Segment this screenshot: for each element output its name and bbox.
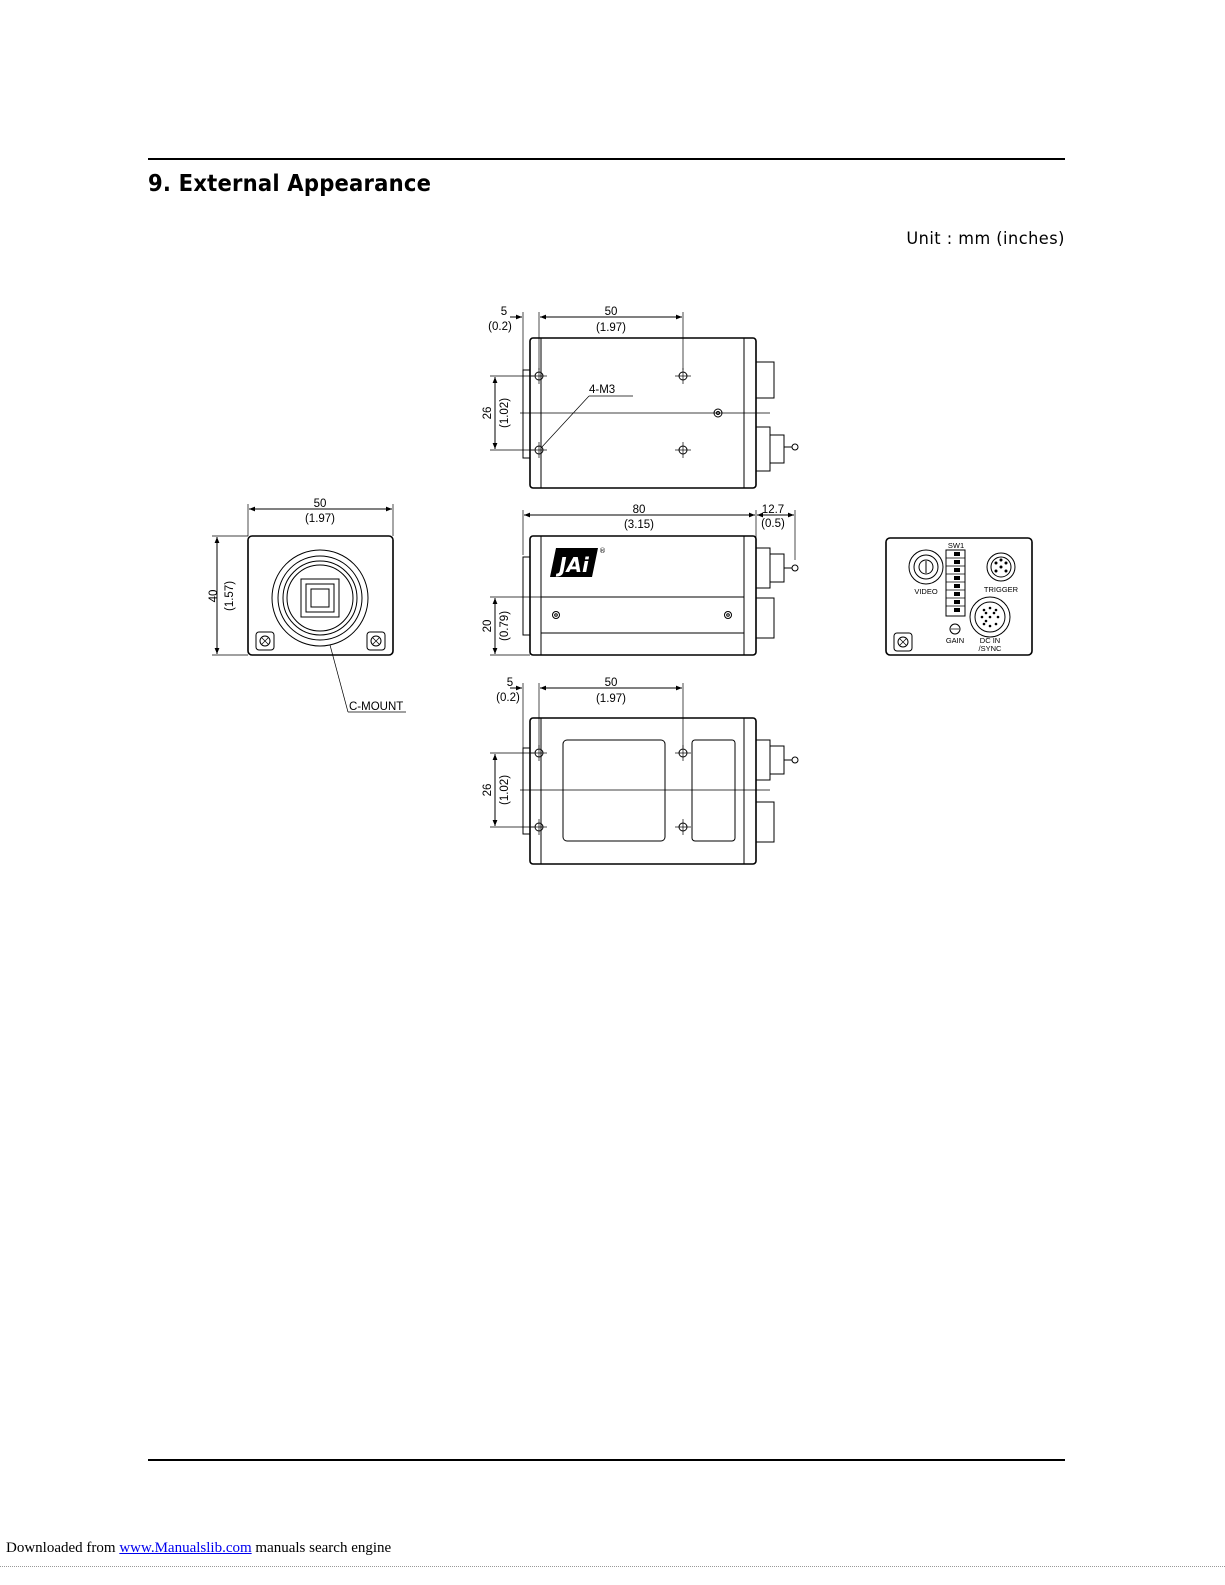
side-dim-20: 20 (482, 619, 494, 633)
top-dim-26-in: (1.02) (499, 397, 511, 429)
bottom-dim-50: 50 (604, 677, 618, 689)
front-view (208, 498, 406, 713)
front-callout-c-mount: C-MOUNT (349, 701, 404, 713)
side-view-lens-flange (523, 557, 530, 635)
side-view-connector (756, 598, 774, 638)
side-dim-80-in: (3.15) (623, 519, 655, 531)
rear-label-gain: GAIN (945, 636, 965, 645)
top-dim-26: 26 (482, 406, 494, 420)
top-view-connector (756, 362, 774, 398)
rear-view (886, 538, 1032, 655)
side-dim-12-7: 12.7 (761, 504, 785, 516)
bottom-view-connector (756, 802, 774, 842)
rear-label-sync: /SYNC (978, 644, 1002, 653)
top-dim-50-in: (1.97) (595, 322, 627, 334)
unit-note: Unit : mm (inches) (906, 229, 1065, 249)
bottom-rule (148, 1459, 1065, 1461)
jai-logo-text: JAi (559, 553, 589, 577)
trigger-connector (987, 553, 1015, 581)
footer-dotted-line (0, 1566, 1225, 1567)
top-dim-5: 5 (500, 306, 508, 318)
bottom-view (482, 677, 798, 864)
top-view (482, 306, 798, 488)
rear-label-video: VIDEO (914, 587, 938, 596)
rear-label-sw1: SW1 (947, 541, 965, 550)
side-view-bnc (756, 548, 770, 588)
front-dim-50: 50 (313, 498, 327, 510)
side-dim-20-in: (0.79) (499, 610, 511, 642)
bottom-dim-5-in: (0.2) (496, 692, 520, 704)
download-footer (6, 1540, 391, 1557)
bottom-view-bnc (756, 740, 770, 780)
jai-registered-mark: ® (599, 547, 606, 555)
rear-label-dcin: DC IN (979, 636, 1001, 645)
side-dim-12-7-in: (0.5) (761, 518, 785, 530)
bottom-dim-5: 5 (506, 677, 514, 689)
bottom-dim-26-in: (1.02) (499, 774, 511, 806)
section-title: 9. External Appearance (148, 171, 432, 197)
video-bnc-connector (909, 550, 943, 584)
bottom-dim-26: 26 (482, 783, 494, 797)
front-dim-40: 40 (208, 589, 220, 603)
footer-prefix: Downloaded from (6, 1540, 120, 1556)
front-view-body (248, 536, 393, 655)
top-dim-5-in: (0.2) (488, 321, 512, 333)
bottom-dim-50-in: (1.97) (595, 693, 627, 705)
top-view-lens-flange (523, 370, 530, 458)
front-dim-50-in: (1.97) (304, 513, 336, 525)
top-view-bnc (756, 427, 770, 471)
footer-suffix: manuals search engine (251, 1540, 392, 1556)
rear-label-trigger: TRIGGER (983, 585, 1019, 594)
top-dim-50: 50 (604, 306, 618, 318)
side-view (482, 504, 798, 655)
front-dim-40-in: (1.57) (224, 580, 236, 612)
manualslib-link[interactable]: www.Manualslib.com (119, 1540, 252, 1556)
bottom-view-lens-flange (523, 748, 530, 834)
top-callout-4m3: 4-M3 (589, 384, 616, 396)
side-dim-80: 80 (632, 504, 646, 516)
